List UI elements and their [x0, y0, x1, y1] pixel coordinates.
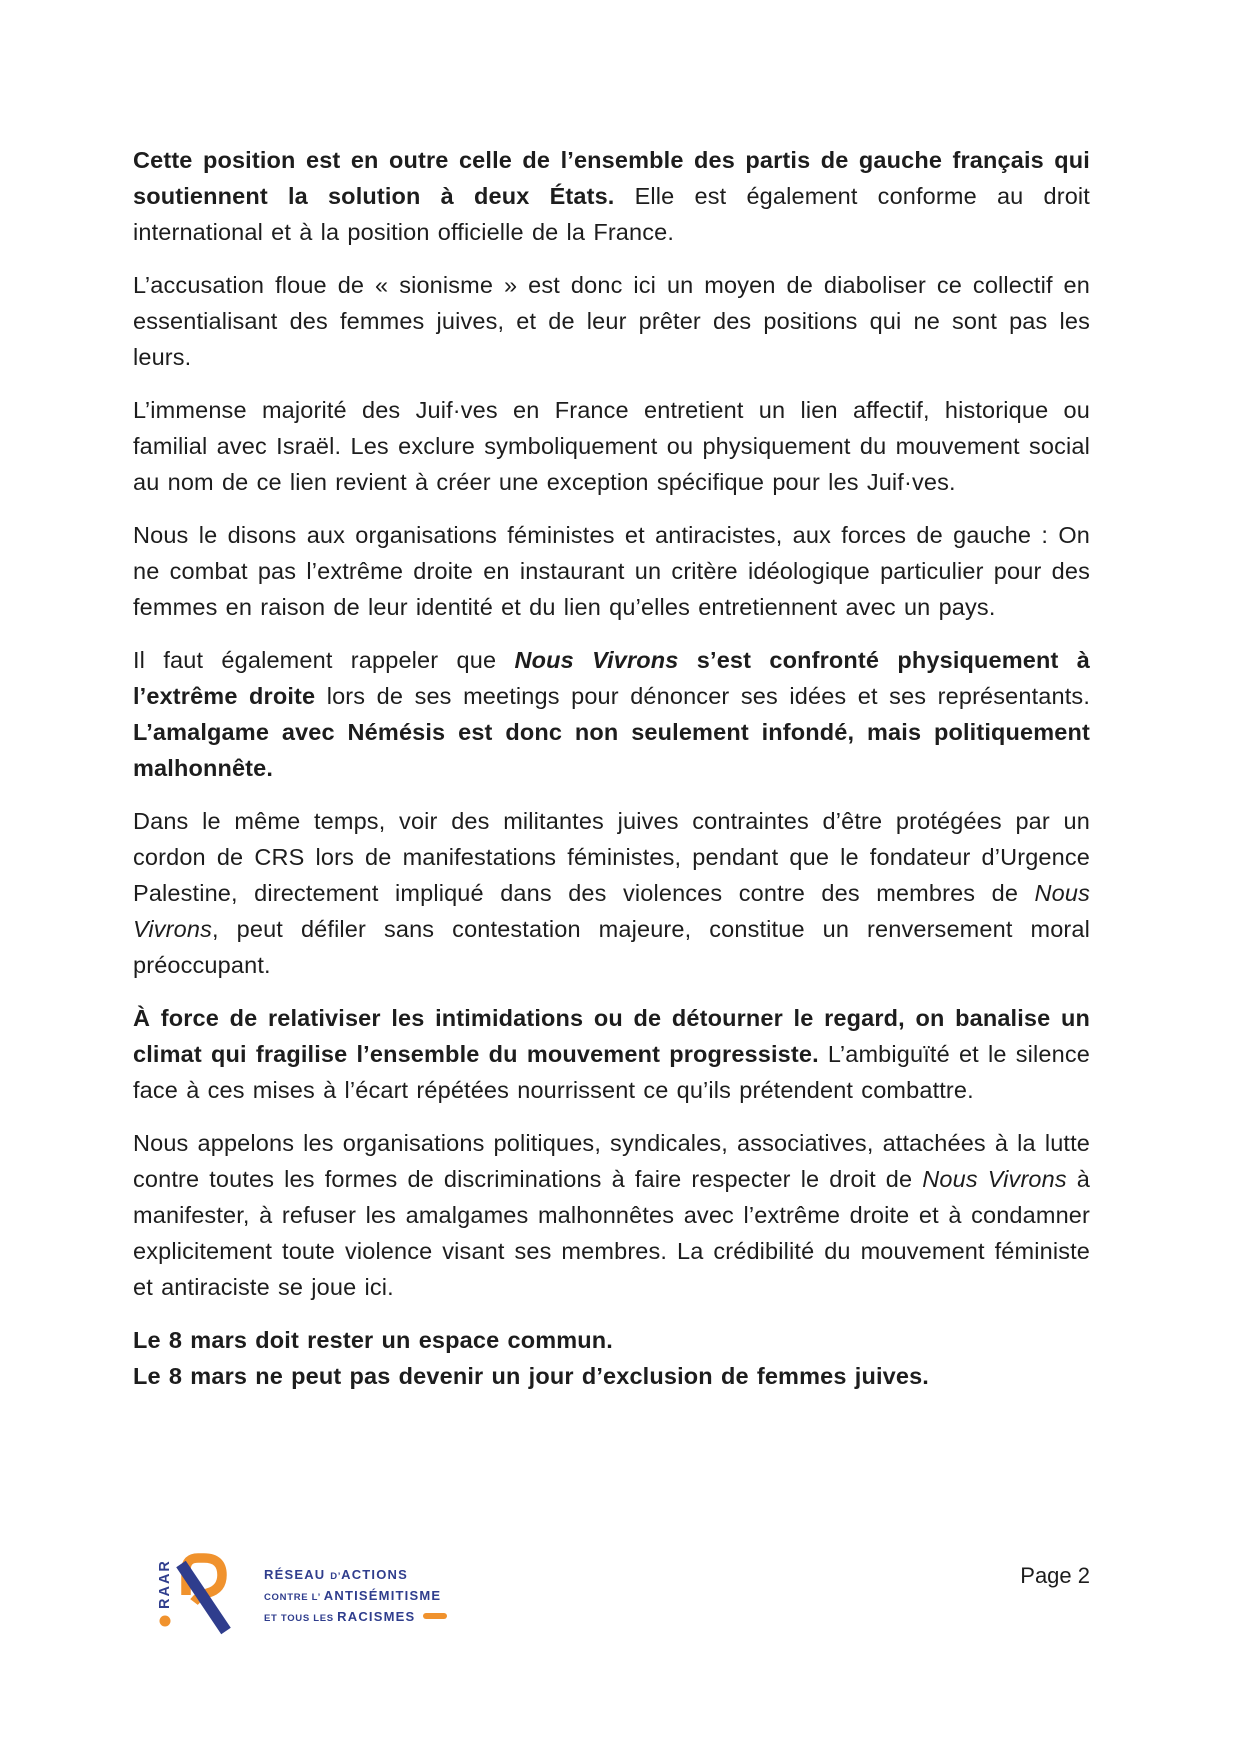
- text-run: Le 8 mars ne peut pas devenir un jour d’exclusion de femmes juives.: [133, 1363, 929, 1389]
- text-run: s’est confronté physiquement à l’extrême droite: [133, 647, 1090, 709]
- raar-logo: [150, 1545, 447, 1660]
- text-run: À force de relativiser les intimidations ou de détourner le regard, on banalise un climat qui fragilise l’ensemble du mouvement progressiste.: [133, 1005, 1090, 1067]
- logo-text-segment: ACTIONS: [341, 1567, 409, 1582]
- paragraph: [133, 267, 1090, 375]
- paragraph: [133, 1125, 1090, 1305]
- page-footer: [150, 1545, 1090, 1660]
- paragraph: [133, 1322, 1090, 1394]
- logo-text-line: [264, 1608, 447, 1628]
- logo-dot-icon: [160, 1616, 171, 1627]
- logo-text-line: [264, 1587, 447, 1607]
- logo-text-segment: RÉSEAU: [264, 1567, 331, 1582]
- text-run: Nous Vivrons: [514, 647, 679, 673]
- paragraph: [133, 392, 1090, 500]
- raar-logo-mark: [150, 1545, 250, 1660]
- text-run: Nous appelons les organisations politiques, syndicales, associatives, attachées à la lutte contre toutes les formes de discriminations à faire respecter le droit de: [133, 1130, 1090, 1192]
- logo-text-segment: CONTRE L’: [264, 1592, 324, 1603]
- document-body: [133, 142, 1090, 1411]
- text-run: , peut défiler sans contestation majeure, constitue un renversement moral préoccupant.: [133, 916, 1090, 978]
- text-run: L’accusation floue de « sionisme » est donc ici un moyen de diaboliser ce collectif en essentialisant des femmes juives, et de leur prêter des positions qui ne sont pas les leurs.: [133, 272, 1090, 370]
- raar-logo-text: [264, 1545, 447, 1629]
- text-run: Dans le même temps, voir des militantes juives contraintes d’être protégées par un cordon de CRS lors de manifestations féministes, pendant que le fondateur d’Urgence Palestine, directement impliqué dans des violences contre des membres de: [133, 808, 1090, 906]
- text-run: L’amalgame avec Némésis est donc non seulement infondé, mais politiquement malhonnête.: [133, 719, 1090, 781]
- text-run: Elle est également conforme au droit international et à la position officielle de la France.: [133, 183, 1090, 245]
- logo-text-segment: RACISMES: [337, 1609, 416, 1624]
- text-run: lors de ses meetings pour dénoncer ses idées et ses représentants.: [315, 683, 1090, 709]
- text-run: Nous Vivrons: [922, 1166, 1067, 1192]
- logo-dash-icon: [423, 1613, 447, 1619]
- text-run: Le 8 mars doit rester un espace commun.: [133, 1327, 613, 1353]
- paragraph: [133, 1000, 1090, 1108]
- logo-text-segment: ET TOUS LES: [264, 1613, 338, 1624]
- text-run: Il faut également rappeler que: [133, 647, 515, 673]
- logo-text-segment: ANTISÉMITISME: [323, 1588, 442, 1603]
- text-run: L’ambiguïté et le silence face à ces mises à l’écart répétées nourrissent ce qu’ils prétendent combattre.: [133, 1041, 1090, 1103]
- text-run: Cette position est en outre celle de l’ensemble des partis de gauche français qui soutiennent la solution à deux États.: [133, 147, 1090, 209]
- paragraph: [133, 517, 1090, 625]
- text-run: L’immense majorité des Juif·ves en France entretient un lien affectif, historique ou familial avec Israël. Les exclure symboliquement ou physiquement du mouvement social au nom de ce lien revient à créer une exception spécifique pour les Juif·ves.: [133, 397, 1090, 495]
- paragraph: [133, 142, 1090, 250]
- text-run: à manifester, à refuser les amalgames malhonnêtes avec l’extrême droite et à condamner explicitement toute violence visant ses membres. La crédibilité du mouvement féministe et antiraciste se joue ici.: [133, 1166, 1091, 1300]
- logo-wordmark-vertical: RAAR: [157, 1559, 173, 1609]
- text-run: Nous le disons aux organisations féministes et antiracistes, aux forces de gauche : On ne combat pas l’extrême droite en instaurant un critère idéologique particulier pour des femmes en raison de leur identité et du lien qu’elles entretiennent avec un pays.: [133, 522, 1090, 620]
- paragraph: [133, 803, 1090, 983]
- text-run: Nous Vivrons: [133, 880, 1090, 942]
- paragraph: [133, 642, 1090, 786]
- logo-text-segment: D’: [330, 1571, 342, 1582]
- logo-text-line: [264, 1566, 447, 1586]
- page-number: Page 2: [1020, 1563, 1090, 1588]
